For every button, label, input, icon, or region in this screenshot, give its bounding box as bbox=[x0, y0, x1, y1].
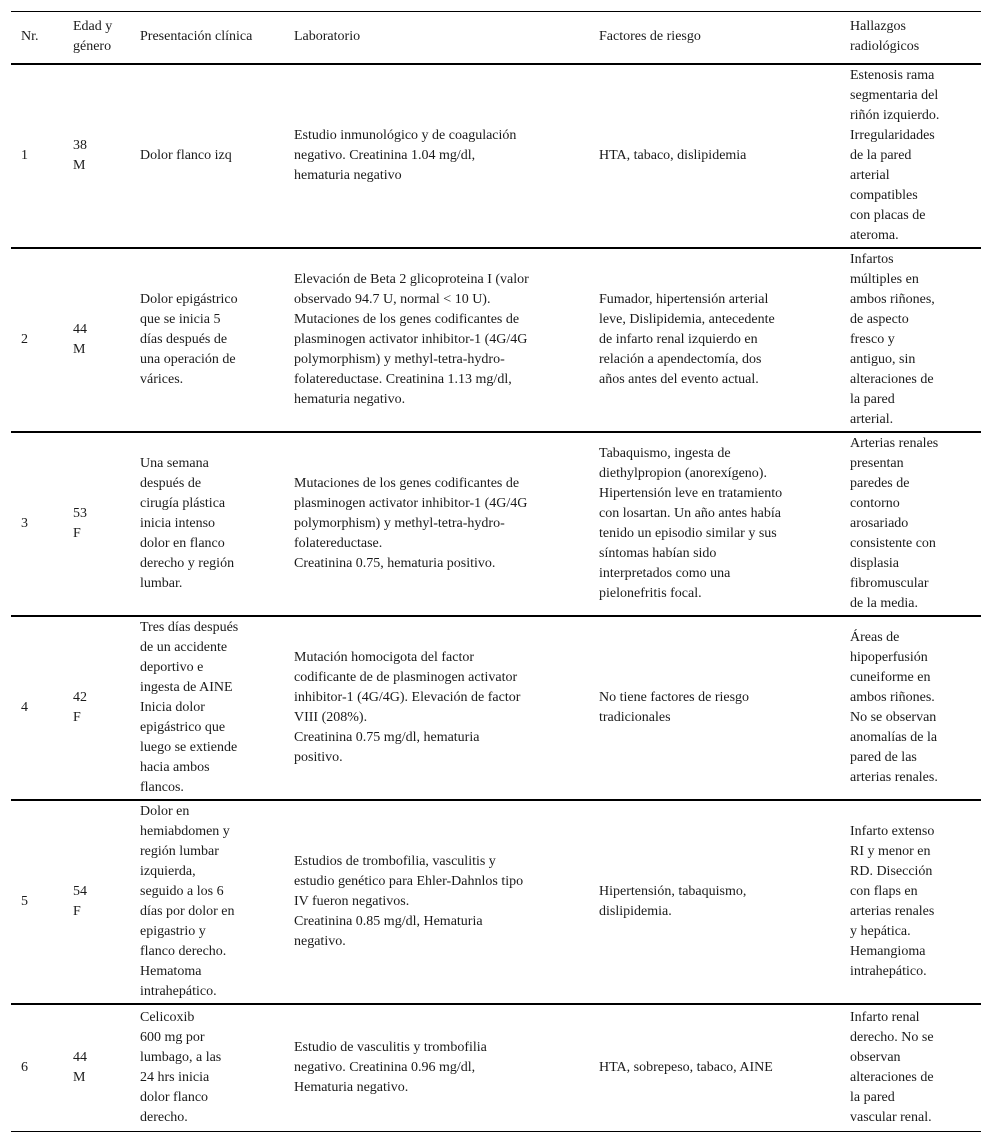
cell-nr: 5 bbox=[21, 893, 28, 909]
cell-factores: Hipertensión, tabaquismo, dislipidemia. bbox=[599, 883, 747, 919]
header-laboratorio: Laboratorio bbox=[294, 29, 361, 45]
cell-laboratorio: Elevación de Beta 2 glicoproteina I (valor observado 94.7 U, normal < 10 U). Mutaciones de los genes codificantes de plasminogen activator inhibitor-1 (4G/4G polymorphism) y methyl-tetra-hydro- folatereductase. Creatinina 1.13 mg/dl, hematuria negativo. bbox=[294, 271, 529, 407]
cell-edad: 44 M bbox=[73, 321, 87, 357]
table-row bbox=[11, 800, 981, 1004]
cell-presentacion: Dolor epigástrico que se inicia 5 días después de una operación de várices. bbox=[140, 291, 238, 387]
cell-presentacion: Una semana después de cirugía plástica inicia intenso dolor en flanco derecho y región lumbar. bbox=[140, 455, 235, 591]
header-nr: Nr. bbox=[21, 29, 39, 45]
header-factores: Factores de riesgo bbox=[599, 29, 701, 45]
cell-presentacion: Tres días después de un accidente deportivo e ingesta de AINE Inicia dolor epigástrico que luego se extiende hacia ambos flancos. bbox=[140, 619, 239, 795]
cell-laboratorio: Estudio inmunológico y de coagulación negativo. Creatinina 1.04 mg/dl, hematuria negativo bbox=[294, 127, 517, 183]
header-edad-genero: Edad y género bbox=[73, 19, 113, 55]
table-header bbox=[11, 12, 981, 64]
cell-laboratorio: Estudios de trombofilia, vasculitis y estudio genético para Ehler-Dahnlos tipo IV fueron negativos. Creatinina 0.85 mg/dl, Hematuria negativo. bbox=[294, 853, 524, 949]
cell-hallazgos: Áreas de hipoperfusión cuneiforme en ambos riñones. No se observan anomalías de la pared de las arterias renales. bbox=[850, 629, 938, 785]
cell-hallazgos: Arterias renales presentan paredes de contorno arosariado consistente con displasia fibromuscular de la media. bbox=[850, 435, 939, 611]
cell-hallazgos: Estenosis rama segmentaria del riñón izquierdo. Irregularidades de la pared arterial compatibles con placas de ateroma. bbox=[850, 67, 940, 243]
cell-factores: Tabaquismo, ingesta de diethylpropion (anorexígeno). Hipertensión leve en tratamiento con losartan. Un año antes había tenido un episodio similar y sus síntomas habían sido interpretados como una pielonefritis focal. bbox=[599, 445, 783, 601]
cell-hallazgos: Infartos múltiples en ambos riñones, de aspecto fresco y antiguo, sin alteraciones de la pared arterial. bbox=[850, 251, 935, 427]
cell-nr: 1 bbox=[21, 147, 28, 163]
cell-presentacion: Dolor flanco izq bbox=[140, 147, 232, 163]
cell-factores: Fumador, hipertensión arterial leve, Dislipidemia, antecedente de infarto renal izquierdo en relación a apendectomía, dos años antes del evento actual. bbox=[599, 291, 775, 387]
cell-nr: 3 bbox=[21, 515, 28, 531]
cell-edad: 53 F bbox=[73, 505, 87, 541]
cell-hallazgos: Infarto renal derecho. No se observan alteraciones de la pared vascular renal. bbox=[850, 1009, 934, 1125]
table-row bbox=[11, 64, 981, 248]
cell-nr: 6 bbox=[21, 1059, 28, 1075]
cell-laboratorio: Mutaciones de los genes codificantes de plasminogen activator inhibitor-1 (4G/4G polymorphism) y methyl-tetra-hydro- folatereductase. Creatinina 0.75, hematuria positivo. bbox=[294, 475, 528, 571]
cell-nr: 4 bbox=[21, 699, 28, 715]
cell-factores: HTA, sobrepeso, tabaco, AINE bbox=[599, 1059, 773, 1075]
cell-edad: 54 F bbox=[73, 883, 87, 919]
cell-hallazgos: Infarto extenso RI y menor en RD. Disección con flaps en arterias renales y hepática. Hemangioma intrahepático. bbox=[850, 823, 935, 979]
table-row bbox=[11, 432, 981, 616]
cell-presentacion: Dolor en hemiabdomen y región lumbar izquierda, seguido a los 6 días por dolor en epigastrio y flanco derecho. Hematoma intrahepático. bbox=[140, 803, 235, 999]
table-row bbox=[11, 248, 981, 432]
table-row bbox=[11, 616, 981, 800]
cell-presentacion: Celicoxib 600 mg por lumbago, a las 24 hrs inicia dolor flanco derecho. bbox=[140, 1009, 222, 1125]
case-table bbox=[11, 11, 981, 1132]
cell-edad: 44 M bbox=[73, 1049, 87, 1085]
cell-factores: HTA, tabaco, dislipidemia bbox=[599, 147, 747, 163]
cell-laboratorio: Estudio de vasculitis y trombofilia negativo. Creatinina 0.96 mg/dl, Hematuria negativo. bbox=[294, 1039, 487, 1095]
cell-factores: No tiene factores de riesgo tradicionales bbox=[599, 689, 750, 725]
cell-edad: 38 M bbox=[73, 137, 87, 173]
cell-nr: 2 bbox=[21, 331, 28, 347]
cell-laboratorio: Mutación homocigota del factor codificante de de plasminogen activator inhibitor-1 (4G/4G). Elevación de factor VIII (208%). Creatinina 0.75 mg/dl, hematuria positivo. bbox=[294, 649, 521, 765]
cell-edad: 42 F bbox=[73, 689, 87, 725]
header-presentacion: Presentación clínica bbox=[140, 29, 253, 45]
header-row bbox=[11, 12, 981, 64]
header-hallazgos: Hallazgos radiológicos bbox=[850, 19, 920, 55]
table-body bbox=[11, 64, 981, 1132]
table-row bbox=[11, 1004, 981, 1132]
